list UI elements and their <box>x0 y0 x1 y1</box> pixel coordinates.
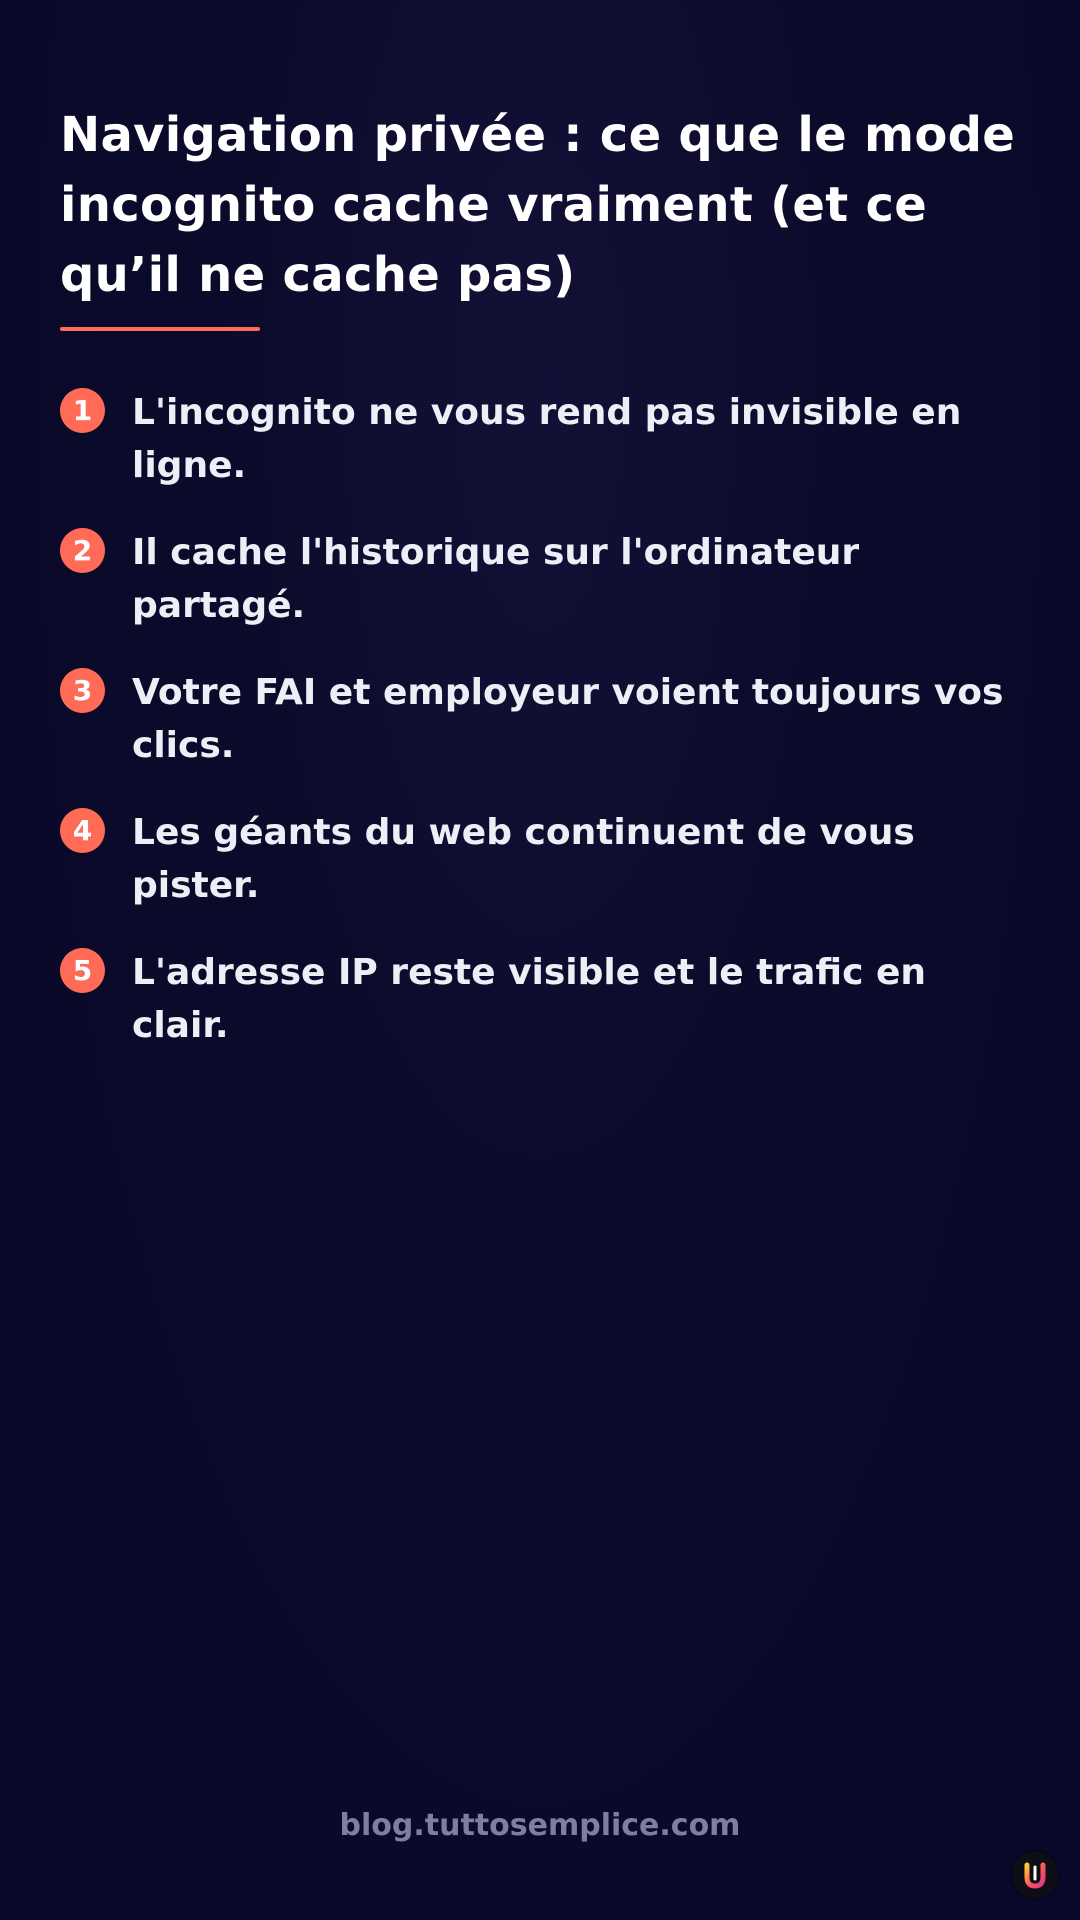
list-item <box>60 668 1020 772</box>
number-badge: 1 <box>60 388 105 433</box>
list-item <box>60 388 1020 492</box>
number-badge: 4 <box>60 808 105 853</box>
list-item-text: L'adresse IP reste visible et le trafic en clair. <box>132 952 927 1046</box>
number-badge: 5 <box>60 948 105 993</box>
list-item <box>60 948 1020 1052</box>
list-item <box>60 808 1020 912</box>
list-item-text: L'incognito ne vous rend pas invisible en ligne. <box>132 392 962 486</box>
number-badge: 3 <box>60 668 105 713</box>
number-badge: 2 <box>60 528 105 573</box>
points-list <box>60 388 1020 1088</box>
title-underline <box>60 327 260 331</box>
list-item-text: Votre FAI et employeur voient toujours vos clics. <box>132 672 1004 766</box>
list-item-text: Il cache l'historique sur l'ordinateur partagé. <box>132 532 860 626</box>
tuttosemplice-logo-icon <box>1012 1852 1058 1898</box>
footer-url: blog.tuttosemplice.com <box>339 1808 741 1843</box>
page-title: Navigation privée : ce que le mode incognito cache vraiment (et ce qu’il ne cache pas) <box>60 107 1016 303</box>
list-item-text: Les géants du web continuent de vous pister. <box>132 812 915 906</box>
list-item <box>60 528 1020 632</box>
